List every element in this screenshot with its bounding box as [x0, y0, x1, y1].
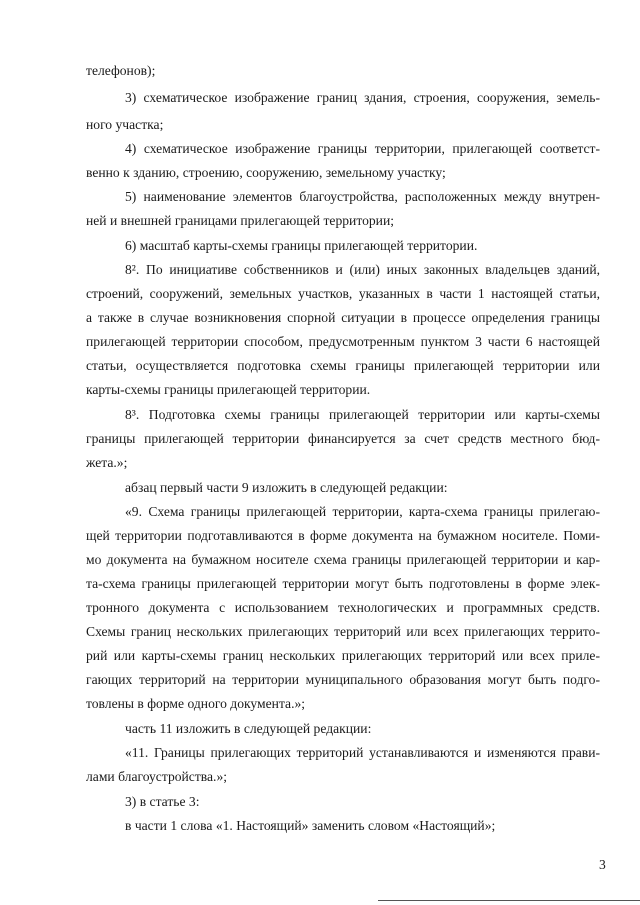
text-line: ного участка;	[86, 117, 164, 132]
text-line: ней и внешней границами прилегающей территории;	[86, 213, 394, 228]
list-item-4: 4) схематическое изображение границы территории, прилегающей соответст-	[125, 141, 600, 156]
text-line: тронного документа с использованием технологических и программных средств.	[86, 600, 600, 615]
text-line: та-схема границы прилегающей территории могут быть подготовлены в форме элек-	[86, 576, 600, 591]
text-line: венно к зданию, строению, сооружению, земельному участку;	[86, 165, 446, 180]
list-item-6: 6) масштаб карты-схемы границы прилегающей территории.	[125, 238, 478, 253]
page-number: 3	[599, 857, 606, 872]
paragraph-8-2: 8². По инициативе собственников и (или) иных законных владельцев зданий,	[125, 262, 600, 277]
amendment-instruction: часть 11 изложить в следующей редакции:	[125, 721, 372, 736]
text-line: лами благоустройства.»;	[86, 769, 228, 784]
text-line: щей территории подготавливаются в форме документа на бумажном носителе. Поми-	[86, 528, 600, 543]
text-line: строений, сооружений, земельных участков, указанных в части 1 настоящей статьи,	[86, 286, 600, 301]
list-item-article-3: 3) в статье 3:	[125, 794, 200, 809]
list-item-3: 3) схематическое изображение границ здания, строения, сооружения, земель-	[125, 90, 600, 105]
text-line: Схемы границ нескольких прилегающих территорий или всех прилегающих террито-	[86, 624, 600, 639]
text-line: мо документа на бумажном носителе схема границы прилегающей территории и кар-	[86, 552, 600, 567]
text-line: жета.»;	[86, 455, 128, 470]
paragraph-8-3: 8³. Подготовка схемы границы прилегающей территории или карты-схемы	[125, 407, 600, 422]
text-line: границы прилегающей территории финансируется за счет средств местного бюд-	[86, 431, 600, 446]
text-line: товлены в форме одного документа.»;	[86, 696, 306, 711]
text-line: а также в случае возникновения спорной ситуации в процессе определения границы	[86, 310, 600, 325]
text-line: прилегающей территории способом, предусмотренным пунктом 3 части 6 настоящей	[86, 334, 600, 349]
text-line: карты-схемы границы прилегающей территории.	[86, 382, 371, 397]
amendment-instruction: в части 1 слова «1. Настоящий» заменить словом «Настоящий»;	[125, 818, 496, 833]
text-line: статьи, осуществляется подготовка схемы границы прилегающей территории или	[86, 358, 600, 373]
text-line: рий или карты-схемы границ нескольких прилегающих территорий или всех приле-	[86, 648, 600, 663]
amendment-instruction: абзац первый части 9 изложить в следующей редакции:	[125, 480, 448, 495]
list-item-5: 5) наименование элементов благоустройства, расположенных между внутрен-	[125, 189, 600, 204]
paragraph-9: «9. Схема границы прилегающей территории, карта-схема границы прилегаю-	[125, 504, 600, 519]
text-line: гающих территорий на территории муниципального образования могут быть подго-	[86, 672, 600, 687]
paragraph-11: «11. Границы прилегающих территорий устанавливаются и изменяются прави-	[125, 745, 600, 760]
footer-divider	[378, 900, 640, 901]
text-line: телефонов);	[86, 63, 156, 78]
